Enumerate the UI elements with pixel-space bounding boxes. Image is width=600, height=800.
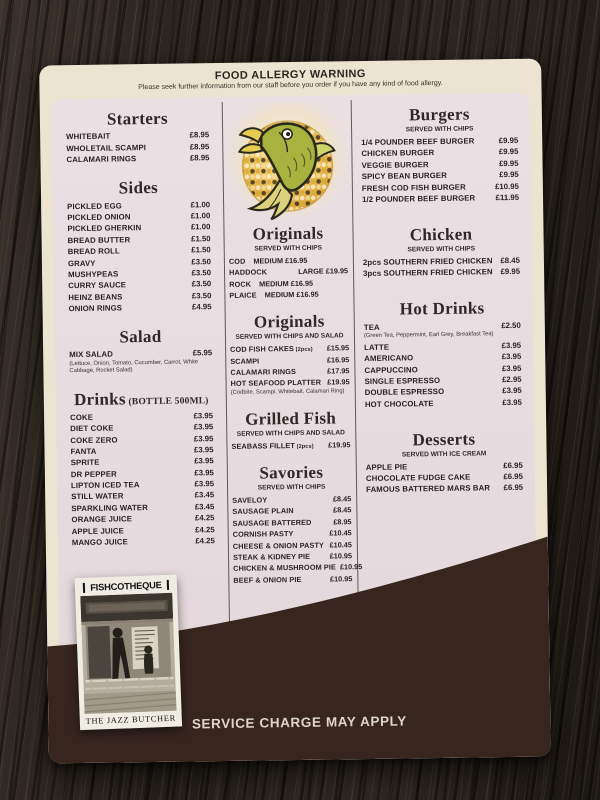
menu-item-price: £3.50 <box>191 290 212 301</box>
menu-item-price: £17.95 <box>327 366 350 376</box>
menu-item-price: £3.95 <box>193 445 214 455</box>
menu-item-price: £10.95 <box>339 562 363 572</box>
menu-item-name: WHITEBAIT <box>66 131 111 142</box>
section-subtitle: SERVED WITH CHIPS <box>257 483 326 492</box>
menu-item-name: COD FISH CAKES (2pcs) <box>230 344 313 355</box>
menu-item-name: SAUSAGE PLAIN <box>232 506 294 517</box>
menu-item-price: £10.45 <box>329 528 352 538</box>
menu-item-name: CAPPUCCINO <box>364 364 418 375</box>
menu-item-name: COKE ZERO <box>70 434 118 445</box>
menu-item-price: £3.45 <box>194 501 215 512</box>
menu-item-price: £3.95 <box>501 340 522 350</box>
menu-item-name: SAUSAGE BATTERED <box>232 517 312 528</box>
menu-item-price: £3.50 <box>191 256 211 266</box>
menu-section <box>362 224 520 279</box>
menu-item-name: HOT CHOCOLATE <box>364 398 434 409</box>
menu-item-name: MUSHYPEAS <box>68 269 119 280</box>
menu-item-price: £9.95 <box>500 267 521 277</box>
menu-item-name: FRESH COD FISH BURGER <box>361 182 466 193</box>
section-title-suffix: (BOTTLE 500ML) <box>125 396 209 408</box>
menu-item <box>68 279 211 290</box>
menu-item-name: PICKLED ONION <box>67 212 131 223</box>
menu-item-name: TEA <box>363 322 380 332</box>
menu-item-price: £3.50 <box>191 268 212 278</box>
menu-item-name: HEINZ BEANS <box>68 292 123 302</box>
menu-item-price: £8.95 <box>333 516 352 527</box>
menu-item-price: £3.50 <box>191 279 212 289</box>
menu-item <box>362 193 519 204</box>
menu-item-price: £3.95 <box>193 422 214 432</box>
menu-item <box>68 302 211 313</box>
menu-item <box>68 245 211 256</box>
menu-item-name: FAMOUS BATTERED MARS BAR <box>366 483 491 495</box>
menu-item-name: SAVELOY <box>232 495 268 505</box>
menu-item <box>229 278 348 289</box>
menu-item <box>66 131 209 142</box>
menu-item-price: £10.95 <box>329 573 353 584</box>
menu-item-price: £1.00 <box>190 211 211 221</box>
menu-item <box>362 159 519 170</box>
menu-item-price: £1.50 <box>191 233 211 244</box>
menu-section <box>363 298 521 409</box>
menu-item-price: MEDIUM £16.95 <box>264 289 319 300</box>
menu-item-name: DIET COKE <box>70 423 114 434</box>
menu-item-name: HOT SEAFOOD PLATTER <box>230 377 322 389</box>
menu-section <box>66 108 210 164</box>
menu-item-name: DR PEPPER <box>70 469 117 479</box>
menu-item-price: £10.45 <box>329 539 352 550</box>
menu-item-price: £10.95 <box>329 551 353 561</box>
menu-item-name: MANGO JUICE <box>71 537 128 548</box>
menu-item <box>66 153 209 164</box>
menu-section <box>231 408 351 451</box>
menu-item <box>68 291 211 302</box>
menu-item-name: CURRY SAUCE <box>68 280 127 291</box>
menu-item-name: APPLE JUICE <box>71 526 124 536</box>
menu-item-price: £2.95 <box>502 374 522 385</box>
menu-item-name: 3pcs SOUTHERN FRIED CHICKEN <box>363 267 493 279</box>
menu-item-name: COD <box>228 256 246 266</box>
photo-card <box>75 575 183 731</box>
menu-item-name: CHICKEN & MUSHROOM PIE <box>233 562 336 574</box>
menu-item <box>363 256 520 267</box>
menu-item <box>229 255 348 266</box>
section-title: Hot Drinks <box>399 298 485 319</box>
fish-logo-graphic <box>227 101 349 223</box>
menu-item-note: (2pcs) <box>294 443 314 450</box>
menu-item-desc: (Codbite, Scampi, Whitebait, Calamari Ring) <box>230 388 345 396</box>
menu-item-price: £11.95 <box>495 192 520 203</box>
menu-item-note: (2pcs) <box>293 346 313 354</box>
menu-item-price: £9.95 <box>498 135 519 146</box>
menu-item <box>68 268 211 279</box>
menu-item-name: PICKLED EGG <box>67 200 123 211</box>
menu-item-name: SPRITE <box>70 458 100 468</box>
menu-item-price: MEDIUM £16.95 <box>253 255 308 266</box>
menu-item-name: STEAK & KIDNEY PIE <box>232 551 311 562</box>
menu-item-name: BREAD ROLL <box>67 246 120 257</box>
menu-item-price: £3.95 <box>194 467 214 478</box>
menu-item-name: PICKLED GHERKIN <box>67 223 142 234</box>
section-title: Salad <box>119 326 162 347</box>
menu-item-name: DOUBLE ESPRESSO <box>364 387 445 398</box>
section-subtitle: SERVED WITH CHIPS <box>407 245 476 254</box>
menu-item <box>67 200 210 211</box>
menu-item <box>69 349 212 360</box>
menu-item-price: £3.95 <box>193 410 214 421</box>
menu-item-price: £8.95 <box>189 141 210 152</box>
section-title: Burgers <box>408 104 470 125</box>
menu-item-name: STILL WATER <box>71 491 124 502</box>
menu-item-name: SINGLE ESPRESSO <box>364 375 441 386</box>
menu-item-price: £19.95 <box>328 440 351 450</box>
menu-item-name: CHOCOLATE FUDGE CAKE <box>365 472 471 484</box>
menu-item-price: £9.95 <box>498 158 519 168</box>
section-subtitle: SERVED WITH ICE CREAM <box>401 450 487 459</box>
menu-item <box>70 411 213 422</box>
menu-item <box>67 223 210 234</box>
section-title: Starters <box>106 108 169 129</box>
menu-item <box>71 491 214 502</box>
menu-item <box>70 434 213 445</box>
menu-item <box>70 422 213 433</box>
menu-item-name: CHICKEN BURGER <box>361 148 435 159</box>
menu-item-name: GRAVY <box>67 258 96 268</box>
allergy-warning-title: FOOD ALLERGY WARNING <box>214 67 366 83</box>
menu-item <box>67 211 210 222</box>
menu-item-name: ONION RINGS <box>68 303 123 314</box>
section-subtitle: SERVED WITH CHIPS AND SALAD <box>235 332 344 341</box>
menu-item-name: APPLE PIE <box>365 462 408 472</box>
menu-item-name: VEGGIE BURGER <box>361 159 429 170</box>
menu-item <box>365 375 522 386</box>
menu-item-price: £15.95 <box>326 343 350 353</box>
menu-item-name: CHEESE & ONION PASTY <box>232 540 324 551</box>
section-title: Originals <box>253 311 325 332</box>
menu-item-name: LATTE <box>364 342 390 352</box>
menu-item-name: BREAD BUTTER <box>67 235 131 245</box>
menu-item <box>364 341 521 352</box>
menu-item-price: £8.45 <box>332 494 352 504</box>
service-charge-text: SERVICE CHARGE MAY APPLY <box>191 713 407 732</box>
menu-item-name: PLAICE <box>229 290 257 301</box>
section-subtitle: SERVED WITH CHIPS <box>254 244 323 253</box>
menu-item-name: CORNISH PASTY <box>232 529 294 540</box>
menu-section <box>228 223 348 300</box>
section-subtitle: SERVED WITH CHIPS <box>405 125 474 134</box>
menu-item <box>366 461 523 472</box>
menu-item-name: MIX SALAD <box>69 350 114 360</box>
menu-item-name: SEABASS FILLET (2pcs) <box>231 440 314 451</box>
section-title: Chicken <box>409 224 473 245</box>
section-title: Grilled Fish <box>244 408 337 429</box>
fish-logo <box>227 101 349 223</box>
menu-item <box>231 378 350 389</box>
menu-item-price: LARGE £19.95 <box>298 266 349 277</box>
menu-item <box>361 136 518 147</box>
menu-item-name: 1/4 POUNDER BEEF BURGER <box>361 136 475 148</box>
menu-item-price: MEDIUM £16.95 <box>259 278 314 289</box>
menu-item-price: £3.95 <box>502 397 522 407</box>
menu-item-name: SPARKLING WATER <box>71 502 148 513</box>
menu-item <box>66 142 209 153</box>
menu-item-price: £16.95 <box>326 354 350 365</box>
fishcotheque-caption: FISHCOTHEQUE <box>83 580 169 593</box>
menu-item-name: AMERICANO <box>364 353 414 364</box>
storefront-photo <box>80 593 176 714</box>
menu-section <box>230 311 350 396</box>
menu-item-price: £1.50 <box>191 245 211 255</box>
menu-item-price: £3.95 <box>194 456 214 466</box>
menu-item <box>71 479 214 490</box>
menu-item-name: CALAMARI RINGS <box>230 366 296 377</box>
menu-item-desc: (Lettuce, Onion, Tomato, Cucumber, Carrot, White Cabbage, Rocket Salad) <box>69 359 199 375</box>
section-title: Sides <box>118 178 159 198</box>
menu-item-price: £8.45 <box>500 255 520 266</box>
menu-item <box>68 257 211 268</box>
menu-item-name: COKE <box>70 412 94 422</box>
menu-item-price: £5.95 <box>192 348 213 358</box>
menu-item <box>71 468 214 479</box>
menu-item-price: £3.95 <box>193 433 214 443</box>
menu-item <box>230 343 349 354</box>
menu-item-name: LIPTON ICED TEA <box>70 480 140 491</box>
menu-item-price: £6.95 <box>503 460 523 470</box>
section-title: Desserts <box>412 429 476 450</box>
jazz-butcher-caption: THE JAZZ BUTCHER <box>85 713 177 726</box>
menu-item <box>229 267 348 278</box>
menu-item <box>70 445 213 456</box>
menu-item-name: ROCK <box>229 279 252 289</box>
menu-item <box>364 321 521 332</box>
menu-item-price: £8.45 <box>333 505 352 515</box>
menu-item-price: £10.95 <box>494 181 519 191</box>
menu-item-price: £1.00 <box>190 199 211 209</box>
menu-item-price: £4.25 <box>195 536 215 546</box>
menu-item-price: £9.95 <box>499 170 519 180</box>
menu-item <box>71 456 214 467</box>
menu-item-price: £3.95 <box>501 351 522 362</box>
menu-item-price: £6.95 <box>503 483 524 493</box>
menu-section <box>361 104 519 204</box>
section-title: Drinks (BOTTLE 500ML) <box>73 389 209 410</box>
menu-item-price: £6.95 <box>503 471 523 482</box>
menu-item <box>229 289 348 300</box>
menu-item-name: 2pcs SOUTHERN FRIED CHICKEN <box>362 256 493 267</box>
section-subtitle: SERVED WITH CHIPS AND SALAD <box>236 429 345 438</box>
menu-item-name: HADDOCK <box>229 267 268 278</box>
menu-item-desc: (Green Tea, Peppermint, Earl Grey, Breakfast Tea) <box>363 331 494 340</box>
menu-item <box>231 440 350 451</box>
menu-item-name: BEEF & ONION PIE <box>233 574 302 585</box>
menu-item <box>362 181 519 192</box>
menu-item-name: SCAMPI <box>230 356 260 366</box>
menu-item-price: £2.50 <box>501 320 521 330</box>
menu-item <box>68 234 211 245</box>
menu-item <box>230 366 349 377</box>
menu-item <box>365 398 522 409</box>
menu-item-price: £19.95 <box>327 377 350 387</box>
menu-item-price: £4.95 <box>191 302 212 312</box>
menu-item-price: £8.95 <box>189 130 210 140</box>
menu-item-name: 1/2 POUNDER BEEF BURGER <box>361 193 476 204</box>
allergy-warning-subtitle: Please seek further information from our staff before you order if you have any kind of food allergy. <box>138 79 443 92</box>
menu-item <box>364 363 521 374</box>
menu-item <box>363 267 520 278</box>
menu-item <box>364 352 521 363</box>
menu-item-price: £3.95 <box>502 386 522 396</box>
menu-section <box>67 177 212 313</box>
menu-item-name: FANTA <box>70 446 97 457</box>
menu-item-price: £3.95 <box>194 479 215 489</box>
menu-section <box>69 326 213 375</box>
menu-item-name: WHOLETAIL SCAMPI <box>66 142 147 153</box>
menu-item <box>232 494 351 505</box>
menu-card <box>39 59 551 764</box>
menu-item-price: £3.95 <box>501 363 522 373</box>
menu-section <box>365 429 523 495</box>
menu-item <box>230 355 349 366</box>
section-title: Originals <box>252 223 324 244</box>
menu-item-name: CALAMARI RINGS <box>66 154 137 165</box>
menu-item <box>366 483 523 494</box>
allergy-warning <box>39 59 541 93</box>
menu-item-name: SPICY BEAN BURGER <box>361 171 447 182</box>
menu-item-price: £3.45 <box>194 490 215 500</box>
menu-item-name: ORANGE JUICE <box>71 514 133 525</box>
menu-item <box>361 147 518 158</box>
menu-item-price: £9.95 <box>498 147 519 157</box>
menu-item <box>362 170 519 181</box>
menu-item-price: £8.95 <box>189 153 210 163</box>
menu-item-price: £4.25 <box>194 513 215 523</box>
menu-item-price: £4.25 <box>195 524 215 535</box>
menu-item <box>366 472 523 483</box>
menu-item-price: £1.00 <box>190 222 211 232</box>
menu-item <box>365 386 522 397</box>
section-title: Savories <box>259 462 324 483</box>
